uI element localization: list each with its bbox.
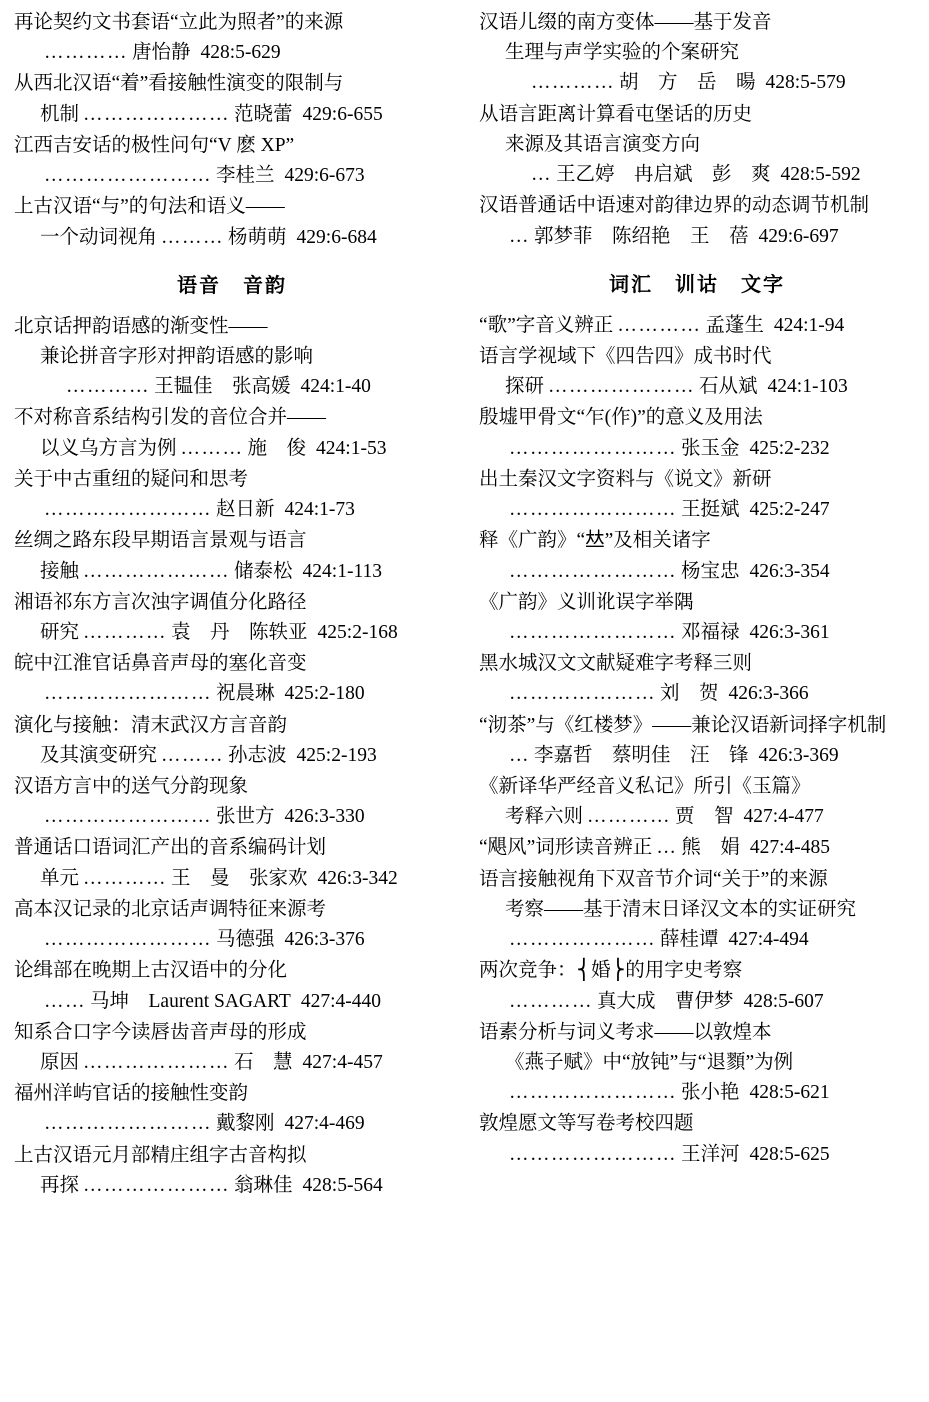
leader-dots: ………… xyxy=(83,867,168,889)
entry-title-text: 以义乌方言为例 xyxy=(40,437,177,459)
toc-entry-line xyxy=(14,69,450,99)
entry-page-reference: 428:5-592 xyxy=(780,164,861,186)
entry-authors: 杨萌萌 xyxy=(228,226,287,248)
toc-entry xyxy=(14,956,450,1016)
entry-page-reference: 425:2-168 xyxy=(317,621,398,643)
entry-page-reference: 427:4-485 xyxy=(749,837,830,859)
entry-title-text: “飓风”词形读音辨正 xyxy=(479,837,653,859)
entry-authors: 马坤 Laurent SAGART xyxy=(90,990,291,1012)
entry-title-text: “歌”字音义辨正 xyxy=(479,314,614,336)
toc-entry-line xyxy=(14,1048,450,1078)
entry-page-reference: 428:5-621 xyxy=(749,1082,830,1104)
entry-authors: 胡 方 岳 暘 xyxy=(619,72,756,94)
entry-title-text: 原因 xyxy=(40,1052,80,1073)
toc-entry-line xyxy=(14,342,450,372)
entry-title-text: 及其演变研究 xyxy=(40,744,158,766)
toc-entry xyxy=(14,526,450,586)
entry-title-text: 《新译华严经音义私记》所引《玉篇》 xyxy=(479,776,811,798)
toc-entry xyxy=(479,1018,915,1109)
toc-entry-line xyxy=(479,342,915,372)
entry-authors: 祝晨琳 xyxy=(216,683,275,705)
toc-entry-line xyxy=(479,526,915,556)
toc-entry-line xyxy=(14,434,450,464)
toc-entry-line xyxy=(14,1079,450,1109)
entry-title-text: 再探 xyxy=(40,1174,80,1196)
toc-entry-line xyxy=(479,741,915,771)
leader-dots: …………………… xyxy=(44,929,212,951)
entry-authors: 孟蓬生 xyxy=(705,314,764,336)
toc-entry xyxy=(14,192,450,252)
entry-title-text: 殷墟甲骨文“乍(作)”的意义及用法 xyxy=(479,407,763,429)
entry-title-text: 演化与接触：清末武汉方言音韵 xyxy=(14,714,288,736)
toc-entry xyxy=(479,588,915,648)
toc-entry-line xyxy=(14,618,450,648)
entry-authors: 袁 丹 陈轶亚 xyxy=(171,621,308,643)
entry-title-text: 关于中古重纽的疑问和思考 xyxy=(14,468,249,490)
toc-entry-line xyxy=(14,192,450,222)
entry-title-text: 上古汉语元月部精庄组字古音构拟 xyxy=(14,1144,307,1166)
entry-title-text: 黑水城汉文文献疑难字考释三则 xyxy=(479,653,753,675)
entry-page-reference: 426:3-369 xyxy=(758,744,839,766)
entry-authors: 王洋河 xyxy=(681,1143,740,1165)
toc-entry-line xyxy=(14,557,450,587)
entry-authors: 王韫佳 张高媛 xyxy=(154,376,291,398)
toc-entry-line xyxy=(479,711,915,741)
toc-entry xyxy=(14,588,450,648)
entry-title-text: 释《广韵》“𠀤”及相关诸字 xyxy=(479,530,711,552)
toc-entry-line xyxy=(14,864,450,894)
leader-dots: ………………… xyxy=(83,560,231,582)
toc-entry-line xyxy=(479,865,915,895)
toc-entry-line xyxy=(479,987,915,1017)
toc-entry-line xyxy=(14,1109,450,1139)
leader-dots: …………………… xyxy=(44,683,212,705)
toc-entry-line xyxy=(14,833,450,863)
entry-title-text: 兼论拼音字形对押韵语感的影响 xyxy=(40,345,314,367)
leader-dots: …………………… xyxy=(44,1113,212,1135)
entry-title-text: 生理与声学实验的个案研究 xyxy=(505,42,740,64)
entry-authors: 邓福禄 xyxy=(681,621,740,643)
entry-title-text: 从西北汉语“着”看接触性演变的限制与 xyxy=(14,73,344,95)
toc-entry-line xyxy=(479,895,915,925)
entry-authors: 李桂兰 xyxy=(216,165,275,187)
entry-page-reference: 425:2-232 xyxy=(749,437,830,459)
entry-authors: 赵日新 xyxy=(216,499,275,521)
entry-page-reference: 428:5-607 xyxy=(743,990,824,1012)
toc-entry-line xyxy=(14,161,450,191)
toc-entry-line xyxy=(14,1171,450,1201)
entry-group-left-bottom xyxy=(14,312,450,1201)
toc-entry-line xyxy=(479,160,915,190)
toc-column-right xyxy=(475,8,915,1402)
toc-entry xyxy=(14,8,450,68)
toc-entry-line xyxy=(14,8,450,38)
entry-title-text: 再论契约文书套语“立此为照者”的来源 xyxy=(14,12,344,33)
toc-entry xyxy=(479,711,915,771)
entry-page-reference: 428:5-625 xyxy=(749,1143,830,1165)
toc-entry-line xyxy=(14,1141,450,1171)
toc-entry-line xyxy=(479,38,915,68)
entry-page-reference: 429:6-684 xyxy=(296,226,377,248)
entry-title-text: 研究 xyxy=(40,621,80,643)
toc-entry-line xyxy=(479,833,915,863)
toc-entry-line xyxy=(479,311,915,341)
entry-title-text: 探研 xyxy=(505,376,545,398)
entry-page-reference: 424:1-94 xyxy=(773,314,845,336)
toc-entry xyxy=(14,465,450,525)
entry-title-text: “沏茶”与《红楼梦》——兼论汉语新词择字机制 xyxy=(479,714,887,736)
entry-authors: 马德强 xyxy=(216,929,275,951)
entry-authors: 杨宝忠 xyxy=(681,560,740,582)
entry-authors: 王乙婷 冉启斌 彭 爽 xyxy=(556,164,771,186)
toc-entry xyxy=(14,1141,450,1201)
entry-authors: 戴黎刚 xyxy=(216,1113,275,1135)
entry-group-left-top xyxy=(14,8,450,253)
leader-dots: …………………… xyxy=(509,1143,677,1165)
entry-page-reference: 428:5-629 xyxy=(200,42,281,64)
entry-authors: 真大成 曹伊梦 xyxy=(597,990,734,1012)
toc-entry-line xyxy=(479,130,915,160)
entry-authors: 石从斌 xyxy=(699,376,758,398)
entry-title-text: 语言学视域下《四告四》成书时代 xyxy=(479,345,772,367)
toc-entry-line xyxy=(479,191,915,221)
toc-entry-line xyxy=(479,557,915,587)
leader-dots: ………… xyxy=(531,72,615,94)
toc-entry-line xyxy=(479,495,915,525)
toc-entry-line xyxy=(479,1109,915,1139)
entry-authors: 郭梦菲 陈绍艳 王 蓓 xyxy=(534,225,749,247)
toc-entry xyxy=(14,1018,450,1078)
toc-entry-line xyxy=(14,772,450,802)
entry-authors: 施 俊 xyxy=(247,437,307,459)
toc-entry xyxy=(14,69,450,129)
toc-entry xyxy=(14,833,450,893)
entry-title-text: 北京话押韵语感的渐变性—— xyxy=(14,315,268,337)
entry-page-reference: 426:3-342 xyxy=(317,867,398,889)
toc-entry xyxy=(479,772,915,832)
toc-entry-line xyxy=(14,802,450,832)
entry-authors: 刘 贺 xyxy=(660,683,719,705)
entry-title-text: 来源及其语言演变方向 xyxy=(505,133,701,155)
entry-page-reference: 426:3-354 xyxy=(749,560,830,582)
toc-entry-line xyxy=(14,223,450,253)
leader-dots: ………… xyxy=(509,990,593,1012)
toc-entry-line xyxy=(479,802,915,832)
toc-entry-line xyxy=(14,131,450,161)
entry-title-text: 丝绸之路东段早期语言景观与语言 xyxy=(14,530,307,552)
toc-entry-line xyxy=(479,679,915,709)
toc-entry-line xyxy=(479,588,915,618)
entry-authors: 张小艳 xyxy=(681,1082,740,1104)
entry-title-text: 语素分析与词义考求——以敦煌本 xyxy=(479,1021,772,1043)
entry-page-reference: 425:2-247 xyxy=(749,499,830,521)
entry-page-reference: 425:2-180 xyxy=(284,683,365,705)
toc-entry-line xyxy=(14,711,450,741)
toc-entry xyxy=(479,8,915,99)
entry-page-reference: 427:4-440 xyxy=(300,990,382,1012)
toc-entry-line xyxy=(14,1018,450,1048)
entry-authors: 张世方 xyxy=(216,806,275,828)
entry-authors: 唐怡静 xyxy=(132,42,191,64)
entry-page-reference: 425:2-193 xyxy=(296,744,377,766)
entry-title-text: 论缉部在晚期上古汉语中的分化 xyxy=(14,960,288,982)
entry-authors: 翁琳佳 xyxy=(234,1174,293,1196)
entry-title-text: 单元 xyxy=(40,867,80,889)
toc-entry-line xyxy=(14,372,450,402)
toc-entry xyxy=(479,649,915,709)
entry-title-text: 敦煌愿文等写卷考校四题 xyxy=(479,1113,694,1135)
toc-entry xyxy=(14,312,450,403)
entry-authors: 张玉金 xyxy=(681,437,740,459)
toc-entry-line xyxy=(479,465,915,495)
leader-dots: … xyxy=(656,837,678,859)
toc-entry xyxy=(479,865,915,956)
entry-title-text: 不对称音系结构引发的音位合并—— xyxy=(14,407,327,429)
section-heading-phonology: 语音 音韵 xyxy=(177,274,287,297)
toc-entry-line xyxy=(14,465,450,495)
leader-dots: …………………… xyxy=(509,437,677,459)
leader-dots: ………… xyxy=(617,314,702,336)
leader-dots: ………… xyxy=(44,42,128,64)
entry-authors: 储泰松 xyxy=(234,560,293,582)
toc-entry-line xyxy=(14,312,450,342)
leader-dots: … xyxy=(509,225,530,247)
toc-entry-line xyxy=(14,588,450,618)
entry-authors: 贾 智 xyxy=(675,806,734,828)
entry-page-reference: 429:6-673 xyxy=(284,165,365,187)
toc-entry-line xyxy=(479,925,915,955)
entry-title-text: 汉语方言中的送气分韵现象 xyxy=(14,776,249,798)
toc-entry xyxy=(479,342,915,402)
entry-title-text: 从语言距离计算看屯堡话的历史 xyxy=(479,103,753,125)
entry-page-reference: 424:1-103 xyxy=(767,376,848,398)
entry-page-reference: 424:1-40 xyxy=(300,376,371,398)
toc-column-left xyxy=(14,8,454,1402)
toc-entry-line xyxy=(14,526,450,556)
entry-title-text: 《广韵》义训讹误字举隅 xyxy=(479,591,694,613)
entry-page-reference: 429:6-697 xyxy=(758,225,839,247)
leader-dots: …………………… xyxy=(44,806,212,828)
entry-authors: 熊 娟 xyxy=(681,837,740,859)
entry-authors: 石 慧 xyxy=(234,1052,293,1073)
entry-page-reference: 429:6-655 xyxy=(302,103,383,125)
leader-dots: …………………… xyxy=(509,621,677,643)
toc-entry-line xyxy=(14,925,450,955)
toc-entry-line xyxy=(479,8,915,38)
entry-page-reference: 424:1-73 xyxy=(284,499,355,521)
entry-authors: 范晓蕾 xyxy=(234,103,293,125)
leader-dots: ………………… xyxy=(548,376,696,398)
entry-page-reference: 426:3-376 xyxy=(284,929,365,951)
toc-entry xyxy=(14,649,450,709)
toc-entry-line xyxy=(479,618,915,648)
leader-dots: …………………… xyxy=(509,560,677,582)
entry-page-reference: 424:1-53 xyxy=(316,437,387,459)
entry-title-text: 考释六则 xyxy=(505,806,584,828)
toc-entry xyxy=(479,956,915,1016)
toc-entry xyxy=(479,191,915,251)
toc-entry-line xyxy=(14,956,450,986)
toc-entry xyxy=(479,311,915,341)
toc-entry-line xyxy=(14,895,450,925)
entry-page-reference: 428:5-564 xyxy=(302,1174,383,1196)
toc-entry-line xyxy=(479,1140,915,1170)
entry-authors: 王挺斌 xyxy=(681,499,740,521)
entry-authors: 孙志波 xyxy=(228,744,287,766)
leader-dots: ……… xyxy=(161,226,225,248)
entry-title-text: 考察——基于清末日译汉文本的实证研究 xyxy=(505,898,857,920)
toc-entry xyxy=(479,526,915,586)
entry-authors: 薛桂谭 xyxy=(660,929,719,951)
entry-title-text: 出土秦汉文字资料与《说文》新研 xyxy=(479,468,772,490)
entry-page-reference: 426:3-361 xyxy=(749,621,830,643)
entry-group-right-top xyxy=(479,8,915,252)
entry-title-text: 福州洋屿官话的接触性变韵 xyxy=(14,1083,249,1105)
toc-entry-line xyxy=(14,403,450,433)
entry-page-reference: 426:3-330 xyxy=(284,806,365,828)
entry-title-text: 湘语祁东方言次浊字调值分化路径 xyxy=(14,591,307,613)
entry-group-right-bottom xyxy=(479,311,915,1170)
leader-dots: ………… xyxy=(66,376,150,398)
toc-entry-line xyxy=(479,222,915,252)
toc-entry xyxy=(479,1109,915,1169)
leader-dots: ………………… xyxy=(509,683,656,705)
toc-entry xyxy=(479,833,915,863)
toc-entry xyxy=(14,711,450,771)
entry-title-text: 高本汉记录的北京话声调特征来源考 xyxy=(14,898,327,920)
entry-authors: 李嘉哲 蔡明佳 汪 锋 xyxy=(534,744,749,766)
toc-entry-line xyxy=(14,679,450,709)
section-heading-lexicon: 词汇 训诂 文字 xyxy=(609,273,785,296)
toc-entry-line xyxy=(479,1018,915,1048)
toc-entry-line xyxy=(14,100,450,130)
leader-dots: …… xyxy=(44,990,86,1012)
toc-entry-line xyxy=(14,38,450,68)
toc-entry-line xyxy=(14,741,450,771)
entry-title-text: 《燕子赋》中“放钝”与“退顟”为例 xyxy=(505,1052,794,1073)
leader-dots: ………………… xyxy=(83,1174,231,1196)
entry-title-text: 一个动词视角 xyxy=(40,226,158,248)
entry-page-reference: 427:4-477 xyxy=(743,806,824,828)
toc-entry xyxy=(14,772,450,832)
entry-title-text: 语言接触视角下双音节介词“关于”的来源 xyxy=(479,868,828,890)
toc-entry-line xyxy=(479,434,915,464)
toc-entry xyxy=(479,465,915,525)
entry-title-text: 汉语普通话中语速对韵律边界的动态调节机制 xyxy=(479,195,870,217)
toc-entry-line xyxy=(14,649,450,679)
entry-title-text: 接触 xyxy=(40,560,80,582)
toc-entry-line xyxy=(479,956,915,986)
entry-authors: 王 曼 张家欢 xyxy=(171,867,308,889)
entry-title-text: 江西吉安话的极性问句“V 麽 XP” xyxy=(14,134,295,156)
entry-page-reference: 427:4-469 xyxy=(284,1113,365,1135)
leader-dots: … xyxy=(531,164,552,186)
toc-entry xyxy=(479,403,915,463)
entry-page-reference: 426:3-366 xyxy=(728,683,809,705)
leader-dots: ………… xyxy=(83,621,168,643)
entry-title-text: 普通话口语词汇产出的音系编码计划 xyxy=(14,837,327,859)
leader-dots: ……… xyxy=(161,744,225,766)
leader-dots: …………………… xyxy=(44,499,212,521)
entry-page-reference: 424:1-113 xyxy=(302,560,382,582)
leader-dots: …………………… xyxy=(509,499,677,521)
toc-entry-line xyxy=(14,987,450,1017)
leader-dots: ………………… xyxy=(509,929,656,951)
toc-entry-line xyxy=(479,403,915,433)
toc-entry xyxy=(14,895,450,955)
toc-entry-line xyxy=(479,649,915,679)
leader-dots: ………………… xyxy=(83,1052,231,1073)
toc-entry-line xyxy=(479,68,915,98)
toc-entry xyxy=(14,1079,450,1139)
leader-dots: …………………… xyxy=(44,165,212,187)
entry-title-text: 机制 xyxy=(40,103,80,125)
entry-page-reference: 427:4-457 xyxy=(302,1052,383,1073)
toc-entry xyxy=(14,131,450,191)
leader-dots: ……… xyxy=(180,437,244,459)
toc-entry-line xyxy=(479,100,915,130)
leader-dots: …………………… xyxy=(509,1082,677,1104)
entry-title-text: 两次竞争：⎨婚⎬的用字史考察 xyxy=(479,960,743,982)
toc-entry-line xyxy=(479,372,915,402)
entry-page-reference: 427:4-494 xyxy=(728,929,809,951)
entry-title-text: 汉语儿缀的南方变体——基于发音 xyxy=(479,12,772,33)
leader-dots: ………… xyxy=(587,806,672,828)
toc-entry xyxy=(14,403,450,463)
entry-title-text: 上古汉语“与”的句法和语义—— xyxy=(14,196,285,218)
entry-page-reference: 428:5-579 xyxy=(765,72,846,94)
entry-title-text: 知系合口字今读唇齿音声母的形成 xyxy=(14,1021,307,1043)
toc-entry-line xyxy=(479,772,915,802)
toc-entry-line xyxy=(479,1078,915,1108)
leader-dots: … xyxy=(509,744,530,766)
leader-dots: ………………… xyxy=(83,103,231,125)
entry-title-text: 皖中江淮官话鼻音声母的塞化音变 xyxy=(14,653,307,675)
toc-entry-line xyxy=(14,495,450,525)
toc-entry-line xyxy=(479,1048,915,1078)
toc-entry xyxy=(479,100,915,191)
